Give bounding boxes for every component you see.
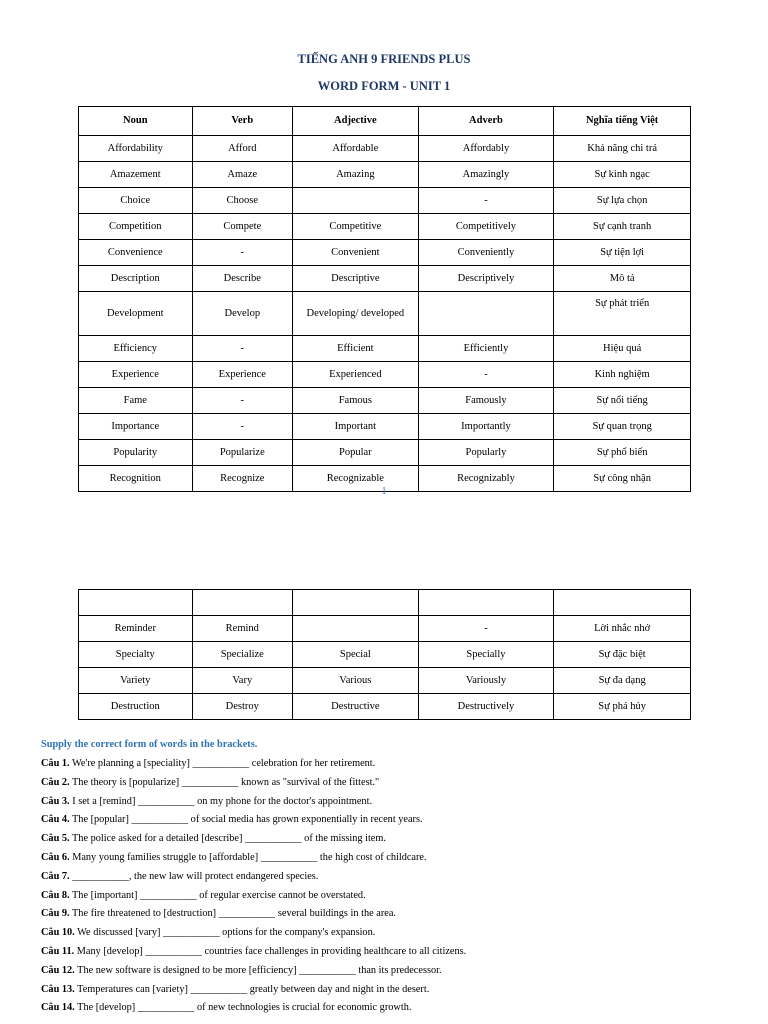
cell-adverb: Conveniently <box>418 240 554 266</box>
header-noun: Noun <box>79 107 193 136</box>
cell-vietnamese-meaning: Mô tả <box>554 266 691 292</box>
cell-vietnamese-meaning <box>554 590 691 616</box>
cell-adjective: Convenient <box>293 240 419 266</box>
cell-vietnamese-meaning: Sự quan trọng <box>554 414 691 440</box>
table-row <box>79 162 691 188</box>
header-adjective: Adjective <box>293 107 419 136</box>
cell-adverb: Recognizably <box>418 466 554 492</box>
question-item <box>41 962 741 981</box>
question-number: Câu 13. <box>41 983 75 995</box>
cell-adverb <box>418 590 554 616</box>
cell-vietnamese-meaning: Sự kinh ngạc <box>554 162 691 188</box>
cell-adverb: Efficiently <box>418 336 554 362</box>
cell-vietnamese-meaning: Sự đa dạng <box>554 668 691 694</box>
cell-verb: Describe <box>192 266 292 292</box>
table-row <box>79 362 691 388</box>
cell-noun: Description <box>79 266 193 292</box>
cell-vietnamese-meaning: Sự phá hủy <box>554 694 691 720</box>
table-row <box>79 590 691 616</box>
question-item <box>41 981 741 1000</box>
question-text: We discussed [vary] ___________ options for the company's expansion. <box>77 927 376 939</box>
cell-noun: Development <box>79 292 193 336</box>
question-text: I set a [remind] ___________ on my phone for the doctor's appointment. <box>72 795 373 807</box>
question-number: Câu 6. <box>41 851 70 863</box>
cell-noun: Variety <box>79 668 193 694</box>
cell-adverb: Competitively <box>418 214 554 240</box>
page-number: 1 <box>381 486 387 497</box>
document-subtitle: WORD FORM - UNIT 1 <box>317 79 451 93</box>
cell-verb: Afford <box>192 136 292 162</box>
table-header-row <box>79 107 691 136</box>
cell-adverb: Descriptively <box>418 266 554 292</box>
question-number: Câu 7. <box>41 870 70 882</box>
cell-verb: - <box>192 240 292 266</box>
cell-verb: Vary <box>192 668 292 694</box>
cell-noun: Competition <box>79 214 193 240</box>
cell-adverb: Variously <box>418 668 554 694</box>
table-row <box>79 668 691 694</box>
header-vietnamese-meaning: Nghĩa tiếng Việt <box>554 107 691 136</box>
word-form-table-continued <box>78 589 691 720</box>
question-list <box>41 755 741 1018</box>
table-row <box>79 616 691 642</box>
cell-verb: - <box>192 388 292 414</box>
cell-adjective: Developing/ developed <box>293 292 419 336</box>
cell-noun: Experience <box>79 362 193 388</box>
cell-adjective: Various <box>293 668 419 694</box>
cell-adjective: Amazing <box>293 162 419 188</box>
question-number: Câu 9. <box>41 908 70 920</box>
table-row <box>79 414 691 440</box>
cell-verb: Remind <box>192 616 292 642</box>
cell-noun: Convenience <box>79 240 193 266</box>
cell-vietnamese-meaning: Kinh nghiệm <box>554 362 691 388</box>
cell-adverb: Destructively <box>418 694 554 720</box>
cell-verb: Develop <box>192 292 292 336</box>
question-number: Câu 8. <box>41 889 70 901</box>
question-text: Temperatures can [variety] ___________ greatly between day and night in the desert. <box>77 983 430 995</box>
table-row <box>79 214 691 240</box>
cell-verb: Choose <box>192 188 292 214</box>
cell-verb: Compete <box>192 214 292 240</box>
question-text: We're planning a [speciality] ___________ celebration for her retirement. <box>72 758 376 769</box>
cell-adjective: Popular <box>293 440 419 466</box>
cell-vietnamese-meaning: Hiệu quả <box>554 336 691 362</box>
header-adverb: Adverb <box>418 107 554 136</box>
document-title: TIẾNG ANH 9 FRIENDS PLUS <box>297 52 471 66</box>
table-row <box>79 266 691 292</box>
cell-adverb: Popularly <box>418 440 554 466</box>
question-text: The [develop] ___________ of new technologies is crucial for economic growth. <box>77 1002 412 1014</box>
question-number: Câu 3. <box>41 795 70 807</box>
question-text: The police asked for a detailed [describe] ___________ of the missing item. <box>72 833 386 845</box>
cell-verb: Recognize <box>192 466 292 492</box>
question-item <box>41 887 741 906</box>
cell-adverb: - <box>418 616 554 642</box>
exercise-section <box>41 737 741 1018</box>
cell-noun <box>79 590 193 616</box>
cell-noun: Specialty <box>79 642 193 668</box>
question-number: Câu 4. <box>41 814 70 826</box>
table-row <box>79 188 691 214</box>
question-number: Câu 14. <box>41 1002 75 1014</box>
question-item <box>41 774 741 793</box>
exercise-heading: Supply the correct form of words in the brackets. <box>41 739 258 750</box>
cell-vietnamese-meaning: Sự tiện lợi <box>554 240 691 266</box>
cell-noun: Popularity <box>79 440 193 466</box>
cell-noun: Reminder <box>79 616 193 642</box>
cell-noun: Importance <box>79 414 193 440</box>
cell-noun: Choice <box>79 188 193 214</box>
cell-adjective: Efficient <box>293 336 419 362</box>
question-item <box>41 755 741 774</box>
question-item <box>41 811 741 830</box>
question-text: The new software is designed to be more [efficiency] ___________ than its predecessor. <box>77 964 442 976</box>
cell-adjective: Special <box>293 642 419 668</box>
cell-adverb: Affordably <box>418 136 554 162</box>
header-verb: Verb <box>192 107 292 136</box>
question-number: Câu 5. <box>41 833 70 845</box>
table-row <box>79 388 691 414</box>
cell-vietnamese-meaning: Sự công nhận <box>554 466 691 492</box>
cell-adjective: Competitive <box>293 214 419 240</box>
cell-adverb: Importantly <box>418 414 554 440</box>
cell-verb: Experience <box>192 362 292 388</box>
table-row <box>79 292 691 336</box>
cell-verb <box>192 590 292 616</box>
question-item <box>41 849 741 868</box>
question-text: The [important] ___________ of regular exercise cannot be overstated. <box>72 889 366 901</box>
cell-vietnamese-meaning: Sự lựa chọn <box>554 188 691 214</box>
cell-vietnamese-meaning: Lời nhắc nhở <box>554 616 691 642</box>
cell-adjective: Experienced <box>293 362 419 388</box>
question-item <box>41 793 741 812</box>
cell-noun: Amazement <box>79 162 193 188</box>
question-item <box>41 868 741 887</box>
cell-verb: - <box>192 336 292 362</box>
table-row <box>79 136 691 162</box>
cell-vietnamese-meaning: Sự nổi tiếng <box>554 388 691 414</box>
question-text: The [popular] ___________ of social media has grown exponentially in recent years. <box>72 814 423 826</box>
question-text: The theory is [popularize] ___________ known as "survival of the fittest." <box>72 776 380 788</box>
cell-noun: Fame <box>79 388 193 414</box>
cell-verb: Popularize <box>192 440 292 466</box>
cell-adjective: Destructive <box>293 694 419 720</box>
cell-adjective <box>293 188 419 214</box>
question-number: Câu 11. <box>41 945 75 957</box>
cell-vietnamese-meaning: Sự cạnh tranh <box>554 214 691 240</box>
cell-adverb: Famously <box>418 388 554 414</box>
cell-verb: Destroy <box>192 694 292 720</box>
cell-adverb <box>418 292 554 336</box>
question-text: The fire threatened to [destruction] ___________ several buildings in the area. <box>72 908 396 920</box>
question-text: Many [develop] ___________ countries face challenges in providing healthcare to all citizens. <box>76 945 467 957</box>
cell-vietnamese-meaning: Sự phát triển <box>554 292 691 336</box>
word-form-table <box>78 106 691 492</box>
cell-vietnamese-meaning: Khả năng chi trả <box>554 136 691 162</box>
cell-adjective: Recognizable <box>293 466 419 492</box>
cell-adverb: - <box>418 188 554 214</box>
question-text: Many young families struggle to [affordable] ___________ the high cost of childcare. <box>72 851 427 863</box>
question-item <box>41 943 741 962</box>
table-row <box>79 694 691 720</box>
question-item <box>41 830 741 849</box>
question-item <box>41 924 741 943</box>
cell-noun: Affordability <box>79 136 193 162</box>
question-number: Câu 1. <box>41 758 70 769</box>
cell-noun: Destruction <box>79 694 193 720</box>
question-number: Câu 10. <box>41 927 75 939</box>
cell-noun: Efficiency <box>79 336 193 362</box>
cell-adverb: - <box>418 362 554 388</box>
question-item <box>41 999 741 1018</box>
cell-vietnamese-meaning: Sự phổ biến <box>554 440 691 466</box>
cell-verb: Specialize <box>192 642 292 668</box>
cell-adverb: Specially <box>418 642 554 668</box>
cell-verb: - <box>192 414 292 440</box>
cell-adjective: Affordable <box>293 136 419 162</box>
cell-verb: Amaze <box>192 162 292 188</box>
question-item <box>41 905 741 924</box>
question-number: Câu 2. <box>41 776 70 788</box>
cell-adverb: Amazingly <box>418 162 554 188</box>
cell-adjective <box>293 590 419 616</box>
table-row <box>79 336 691 362</box>
table-row <box>79 440 691 466</box>
table-row <box>79 642 691 668</box>
cell-noun: Recognition <box>79 466 193 492</box>
cell-vietnamese-meaning: Sự đặc biệt <box>554 642 691 668</box>
question-text: ___________, the new law will protect endangered species. <box>72 870 319 882</box>
cell-adjective: Important <box>293 414 419 440</box>
question-number: Câu 12. <box>41 964 75 976</box>
cell-adjective <box>293 616 419 642</box>
cell-adjective: Descriptive <box>293 266 419 292</box>
cell-adjective: Famous <box>293 388 419 414</box>
table-row <box>79 240 691 266</box>
